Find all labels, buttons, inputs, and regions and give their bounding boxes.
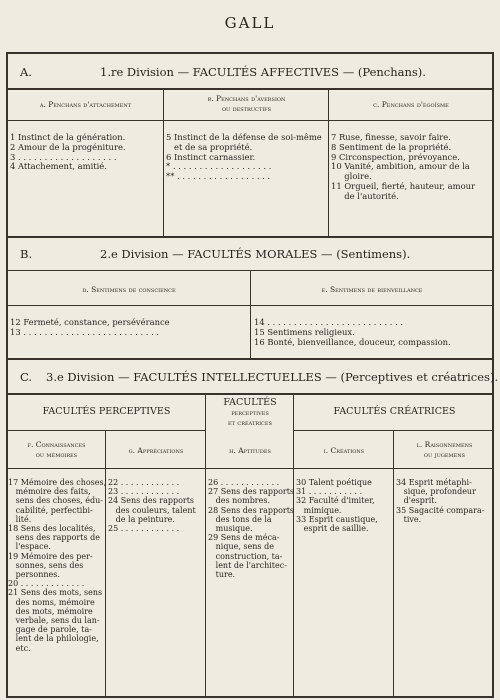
list-item: 6 Instinct carnassier. xyxy=(166,151,256,162)
list-item: 31 . . . . . . . . . . . xyxy=(296,487,363,497)
section-a-letter: A. xyxy=(20,65,32,79)
column-header-a-label: a. Penchans d'attachement xyxy=(39,100,132,109)
list-item: 30 Talent poétique xyxy=(296,478,372,487)
column-e-list xyxy=(254,318,451,347)
list-item: de la peinture. xyxy=(108,514,175,524)
list-item: sens des choses, édu- xyxy=(8,496,103,506)
list-item: 18 Sens des localités, xyxy=(8,524,96,534)
list-item: ture. xyxy=(208,570,236,580)
divider xyxy=(6,430,205,431)
list-item: gloire. xyxy=(331,171,372,182)
divider xyxy=(6,358,494,360)
list-item: 1 Instinct de la génération. xyxy=(10,132,126,142)
group-label-creatrices: FACULTÉS CRÉATRICES xyxy=(333,406,456,417)
list-item: 21 Sens des mots, sens xyxy=(8,588,103,598)
column-header-g-label: g. Appréciations xyxy=(128,446,184,455)
list-item: 17 Mémoire des choses, xyxy=(8,478,107,487)
list-item: 11 Orgueil, fierté, hauteur, amour xyxy=(331,180,476,191)
column-header-e xyxy=(252,285,492,295)
list-item: 26 . . . . . . . . . . . . xyxy=(208,478,280,487)
divider xyxy=(6,468,494,469)
list-item: construction, ta- xyxy=(208,551,283,561)
group-divider xyxy=(205,393,206,698)
column-header-d-label: d. Sentimens de conscience xyxy=(82,285,176,294)
list-item: mimique. xyxy=(296,505,342,515)
list-item: 7 Ruse, finesse, savoir faire. xyxy=(331,132,451,142)
divider xyxy=(6,88,494,90)
list-item: et de sa propriété. xyxy=(166,141,253,152)
group-label-mixed-line: et créatrices xyxy=(228,418,272,427)
list-item: d'esprit. xyxy=(396,496,438,506)
list-item: esprit de saillie. xyxy=(296,524,369,534)
list-item: personnes. xyxy=(8,570,60,580)
list-item: des couleurs, talent xyxy=(108,505,196,515)
list-item: 9 Circonspection, prévoyance. xyxy=(331,151,460,162)
group-label-perceptives: FACULTÉS PERCEPTIVES xyxy=(42,406,171,417)
column-header-a xyxy=(8,100,163,110)
list-item: sique, profondeur xyxy=(396,487,476,497)
list-item: 27 Sens des rapports xyxy=(208,487,295,497)
list-item: 22 . . . . . . . . . . . . xyxy=(108,478,180,487)
page-title: GALL xyxy=(224,14,276,32)
divider xyxy=(6,236,494,238)
list-item: 13 . . . . . . . . . . . . . . . . . . . . . . . . . . xyxy=(10,326,160,337)
list-item: 23 . . . . . . . . . . . . xyxy=(108,487,180,497)
column-header-b-sublabel: ou destructifs xyxy=(221,104,272,113)
list-item: 14 . . . . . . . . . . . . . . . . . . . . . . . . . . xyxy=(254,317,404,327)
list-item: 35 Sagacité compara- xyxy=(396,505,485,515)
list-item: etc. xyxy=(8,643,31,653)
list-item: tive. xyxy=(396,514,422,524)
column-c-list xyxy=(331,133,475,202)
column-l-list xyxy=(396,478,484,524)
group-label-mixed-line: perceptives xyxy=(231,408,269,417)
column-header-l-label: l. Raisonnemens xyxy=(416,440,473,449)
group-label-mixed-line: FACULTÉS xyxy=(223,397,277,408)
list-item: 4 Attachement, amitié. xyxy=(10,161,107,172)
list-item: musique. xyxy=(208,524,253,534)
list-item: 32 Faculté d'imiter, xyxy=(296,496,375,506)
column-divider xyxy=(393,430,394,698)
column-header-i xyxy=(295,446,393,456)
list-item: 12 Fermeté, constance, persévérance xyxy=(10,317,170,327)
list-item: lent de la philologie, xyxy=(8,634,99,644)
list-item: 29 Sens de méca- xyxy=(208,533,280,543)
list-item: 28 Sens des rapports xyxy=(208,505,295,515)
list-item: 8 Sentiment de la propriété. xyxy=(331,141,452,152)
list-item: 24 Sens des rapports xyxy=(108,496,195,506)
column-divider xyxy=(163,88,164,236)
column-a-list xyxy=(10,133,126,172)
list-item: mémoire des faits, xyxy=(8,487,91,497)
column-header-e-label: e. Sentimens de bienveillance xyxy=(321,285,423,294)
list-item: de l'autorité. xyxy=(331,190,399,201)
section-b-letter: B. xyxy=(20,247,33,261)
divider xyxy=(6,393,494,395)
list-item: des nombres. xyxy=(208,496,271,506)
column-f-list xyxy=(8,478,106,653)
column-header-g xyxy=(107,446,205,456)
list-item: 16 Bonté, bienveillance, douceur, compassion. xyxy=(254,336,451,347)
column-g-list xyxy=(108,478,196,533)
list-item: des mots, mémoire xyxy=(8,606,93,616)
list-item: gage de parole, ta- xyxy=(8,625,92,635)
divider xyxy=(293,430,494,431)
list-item: sens des rapports de xyxy=(8,533,100,543)
column-divider xyxy=(328,88,329,236)
list-item: verbale, sens du lan- xyxy=(8,616,100,626)
list-item: 3 . . . . . . . . . . . . . . . . . . . xyxy=(10,151,117,162)
column-header-c xyxy=(330,100,492,110)
divider xyxy=(6,120,494,121)
list-item: cabilité, perfectibi- xyxy=(8,505,93,515)
column-divider xyxy=(250,270,251,358)
list-item: 10 Vanité, ambition, amour de la xyxy=(331,161,470,172)
column-b-list xyxy=(166,133,322,182)
list-item: 5 Instinct de la défense de soi-même xyxy=(166,132,322,142)
section-a-heading: 1.re Division — FACULTÉS AFFECTIVES — (Penchans). xyxy=(100,65,426,79)
column-header-f-sublabel: ou mémoires xyxy=(35,450,78,459)
list-item: des noms, mémoire xyxy=(8,597,95,607)
column-header-c-label: c. Penchans d'égoïsme xyxy=(373,100,449,109)
list-item: 20 . . . . . . . . . . . . . xyxy=(8,579,85,589)
column-header-i-label: i. Créations xyxy=(323,446,365,455)
list-item: nique, sens de xyxy=(208,542,274,552)
section-c-heading: 3.e Division — FACULTÉS INTELLECTUELLES — (Perceptives et créatrices). xyxy=(46,370,499,384)
list-item: lité. xyxy=(8,514,32,524)
column-header-l-sublabel: ou jugemens xyxy=(423,450,466,459)
list-item: 34 Esprit métaphi- xyxy=(396,478,472,487)
list-item: ** . . . . . . . . . . . . . . . . . . xyxy=(166,171,271,182)
column-i-list xyxy=(296,478,378,533)
column-header-b xyxy=(165,94,328,114)
list-item: 2 Amour de la progéniture. xyxy=(10,141,126,152)
group-label-mixed xyxy=(207,398,293,428)
column-header-b-label: b. Penchans d'aversion xyxy=(207,94,286,103)
list-item: 33 Esprit caustique, xyxy=(296,514,378,524)
list-item: 25 . . . . . . . . . . . . xyxy=(108,524,180,534)
column-d-list xyxy=(10,318,170,338)
list-item: 19 Mémoire des per- xyxy=(8,551,93,561)
list-item: des tons de la xyxy=(208,514,272,524)
list-item: l'espace. xyxy=(8,542,51,552)
list-item: lent de l'architec- xyxy=(208,560,287,570)
list-item: 15 Sentimens religieux. xyxy=(254,326,355,337)
column-header-h-label: h. Aptitudes xyxy=(229,446,271,455)
column-header-l xyxy=(395,440,494,460)
column-header-d xyxy=(8,285,250,295)
section-c-letter: C. xyxy=(20,370,33,384)
column-h-list xyxy=(208,478,294,579)
list-item: * . . . . . . . . . . . . . . . . . . . xyxy=(166,161,272,172)
column-header-f-label: f. Connaissances xyxy=(27,440,86,449)
list-item: sonnes, sens des xyxy=(8,560,84,570)
section-b-heading: 2.e Division — FACULTÉS MORALES — (Sentimens). xyxy=(100,247,411,261)
column-header-f xyxy=(8,440,105,460)
column-header-h xyxy=(207,446,293,456)
